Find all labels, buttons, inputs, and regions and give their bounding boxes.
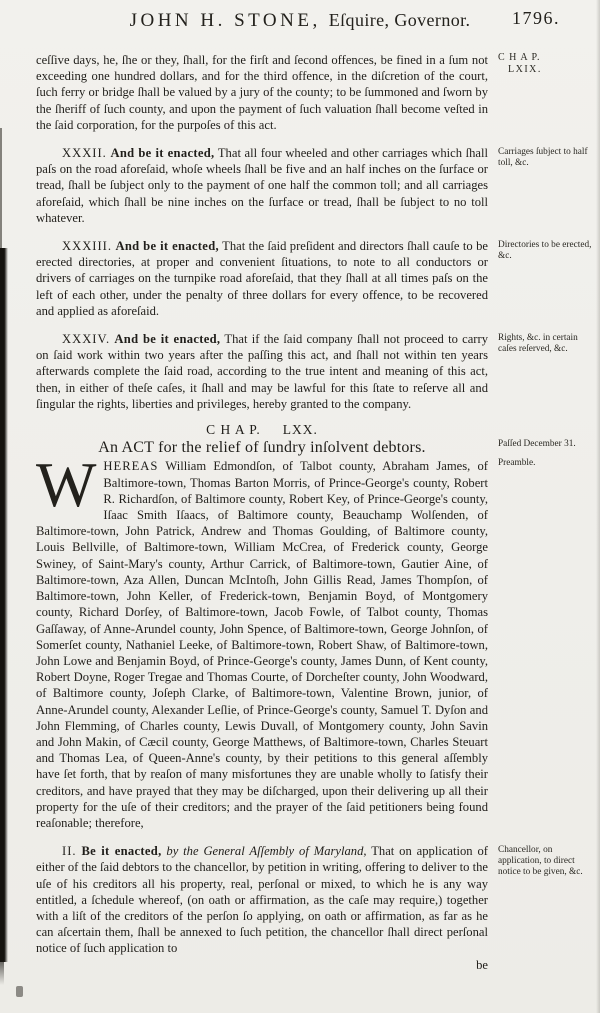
section-xxxiii [36,238,488,319]
act-title: An ACT for the relief of ſundry inſolvent debtors. [98,439,426,457]
chapter-lxx-heading-block [36,422,488,456]
chapter-heading-word: C H A P. [206,422,261,438]
running-header [0,0,600,42]
section-xxxii-row [36,145,594,226]
section-xxxiv-row [36,331,594,412]
margin-note-chap-line1: C H A P. [498,52,541,63]
catchword-row [36,957,594,973]
margin-note-chap-line2: LXIX. [508,64,542,75]
binding-shadow-top [0,128,2,250]
section-body: That the ſaid preſident and directors ſhall cauſe to be erected directories, at proper and convenient ſituations, to note to all conductors or drivers of carriages on the turnpike road aforeſaid, that they ſhall at all times paſs on the left of each other, under the penalty of three dollars for every offence, to be recovered and applied as aforeſaid. [36,239,488,318]
section-xxxiii-text [36,238,488,319]
section-number: XXXIV. [62,332,111,347]
section-xxxiv [36,331,488,412]
section-ii [36,843,488,956]
margin-note-rights: Rights, &c. in certain caſes reſerved, &c. [498,333,578,355]
chapter-heading-numeral: LXX. [282,422,318,438]
section-number: II. [62,844,77,859]
whereas-word: HEREAS [103,459,159,474]
section-xxxii-text [36,145,488,226]
preamble-row [36,449,594,831]
page-edge-shadow [596,0,600,1013]
section-xxxiii-row [36,238,594,319]
enacting-phrase: And be it enacted, [110,146,215,161]
margin-note-passed: Paſſed December 31. [498,439,576,450]
section-ii-row [36,843,594,956]
section-body: That all four wheeled and other carriages which ſhall paſs on the road aforeſaid, whoſe wheels ſhall be five and an half inches on the ſurface or tread, ſhall be ſubject only to the payment of one half the common toll; and all carriages aforeſaid, which ſhall be nine inches on the ſurface or tread, ſhall be ſubject to no toll whatever. [36,146,488,225]
governor-name: JOHN H. STONE, [129,10,321,31]
section-body: That if the ſaid company ſhall not proceed to carry on ſaid work within two years after the paſſing this act, and ſhall not within ten years afterwards complete the ſaid road, according to the true intent and meaning of this act, then, in either of theſe caſes, it ſhall and may be lawful for this ſtate to reſerve all and ſingular the rights, liberties and privileges, hereby granted to the company. [36,332,488,411]
governor-title: Eſquire, Governor. [328,10,471,30]
preamble-paragraph [36,449,488,831]
chapter-lxx-heading-row [36,422,594,456]
enacting-phrase: And be it enacted, [114,332,221,347]
margin-note-carriages: Carriages ſubject to half toll, &c. [498,147,588,169]
paragraph-continuation-text: ceſſive days, he, ſhe or they, ſhall, for the firſt and ſecond offences, be fined in a ſum not exceeding one hundred dollars, and for the third offence, in the diſcretion of the court, ſuch ferry or bridge ſhall be valued by a jury of the county; to be ſummoned and ſworn by the ſheriff of ſuch county, and upon the payment of ſuch valuation ſhall become veſted in the ſaid corporation, for the purpoſes of this act. [36,53,488,132]
margin-note-chap-lxix [498,52,592,76]
ink-speck [16,986,23,997]
section-xxxii [36,145,488,226]
binding-shadow [0,248,8,962]
enacting-phrase: And be it enacted, [115,239,219,254]
section-body: That on application of either of the ſaid debtors to the chancellor, by petition in writing, offering to deliver to the uſe of his creditors all his property, real, perſonal or mixed, to which he is any way entitled, a ſchedule whereof, (on oath or affirmation, as the caſe may require,) together with a liſt of the creditors of the perſon ſo applying, on oath or affirmation, as far as he can aſcertain them, ſhall be annexed to ſuch petition, the chancellor ſhall direct perſonal notice of ſuch application to [36,844,488,956]
section-ii-text [36,843,488,956]
preamble-text [36,449,488,831]
section-number: XXXIII. [62,239,113,254]
catchword: be [476,957,488,972]
drop-cap: W [36,449,97,521]
margin-note-preamble: Preamble. [498,458,536,469]
year-label: 1796. [512,8,560,28]
paragraph-continuation-row [36,52,594,133]
chapter-heading [36,422,488,438]
margin-note-directories: Directories to be erected, &c. [498,240,592,262]
margin-note-chancellor: Chancellor, on application, to direct notice to be given, &c. [498,845,583,878]
section-xxxiv-text [36,331,488,412]
page-content [36,46,594,973]
paragraph-continuation [36,52,488,133]
preamble-body: William Edmondſon, of Talbot county, Abraham James, of Baltimore-town, Thomas Barton Morris, of Prince-George's county, Robert R. Richardſon, of Baltimore county, Robert Key, of Prince-George's county, Iſaac Smith Iſaacs, of Baltimore county, Beauchamp Wolſenden, of Baltimore-town, John Patrick, Andrew and Thomas Goulding, of Baltimore county, Louis Bellville, of Baltimore-town, William McCrea, of Frederick county, George Swiney, of Saint-Mary's county, Arthur Carrick, of Baltimore-town, Gautier Aine, of Baltimore-town, Aza Allen, Duncan McIntoſh, John Gillis Read, James Thompſon, of Baltimore-town, John Keller, of Frederick-town, Benjamin Boyd, of Montgomery county, Richard Dorſey, of Baltimore-town, Jacob Fowle, of Talbot county, Thomas Gaſſaway, of Anne-Arundel county, John Spence, of Baltimore-town, George Johnſon, of Somerſet county, Nathaniel Leeke, of Baltimore-town, Robert Shaw, of Baltimore-town, John Lowe and Benjamin Boyd, of Prince-George's county, James Dunn, of Kent county, Robert Doyne, Roger Tregae and Thomas Courte, of Dorcheſter county, John Woodward, of Baltimore county, Joſeph Clarke, of Baltimore-town, Valentine Brown, junior, of Anne-Arundel county, Alexander Leſlie, of Prince-George's county, Samuel T. Dyſon and John Flemming, of Charles county, Lewis Duvall, of Montgomery county, John Savin and John Makin, of Cæcil county, George Matthews, of Baltimore-town, Charles Steuart and Thomas Lea, of Queen-Anne's county, by their petitions to this general aſſembly have ſet forth, that by reaſon of many misfortunes they are unable wholly to ſatisfy their creditors, and have prayed that they may be diſcharged, upon their delivering up all their property for the uſe of their creditors; and the prayer of the ſaid petitioners being found reaſonable; therefore, [36,459,488,830]
assembly-phrase: by the General Aſſembly of Maryland, [166,844,367,859]
enacting-phrase: Be it enacted, [81,844,162,859]
binding-shadow-fade [0,955,4,985]
section-number: XXXII. [62,146,107,161]
